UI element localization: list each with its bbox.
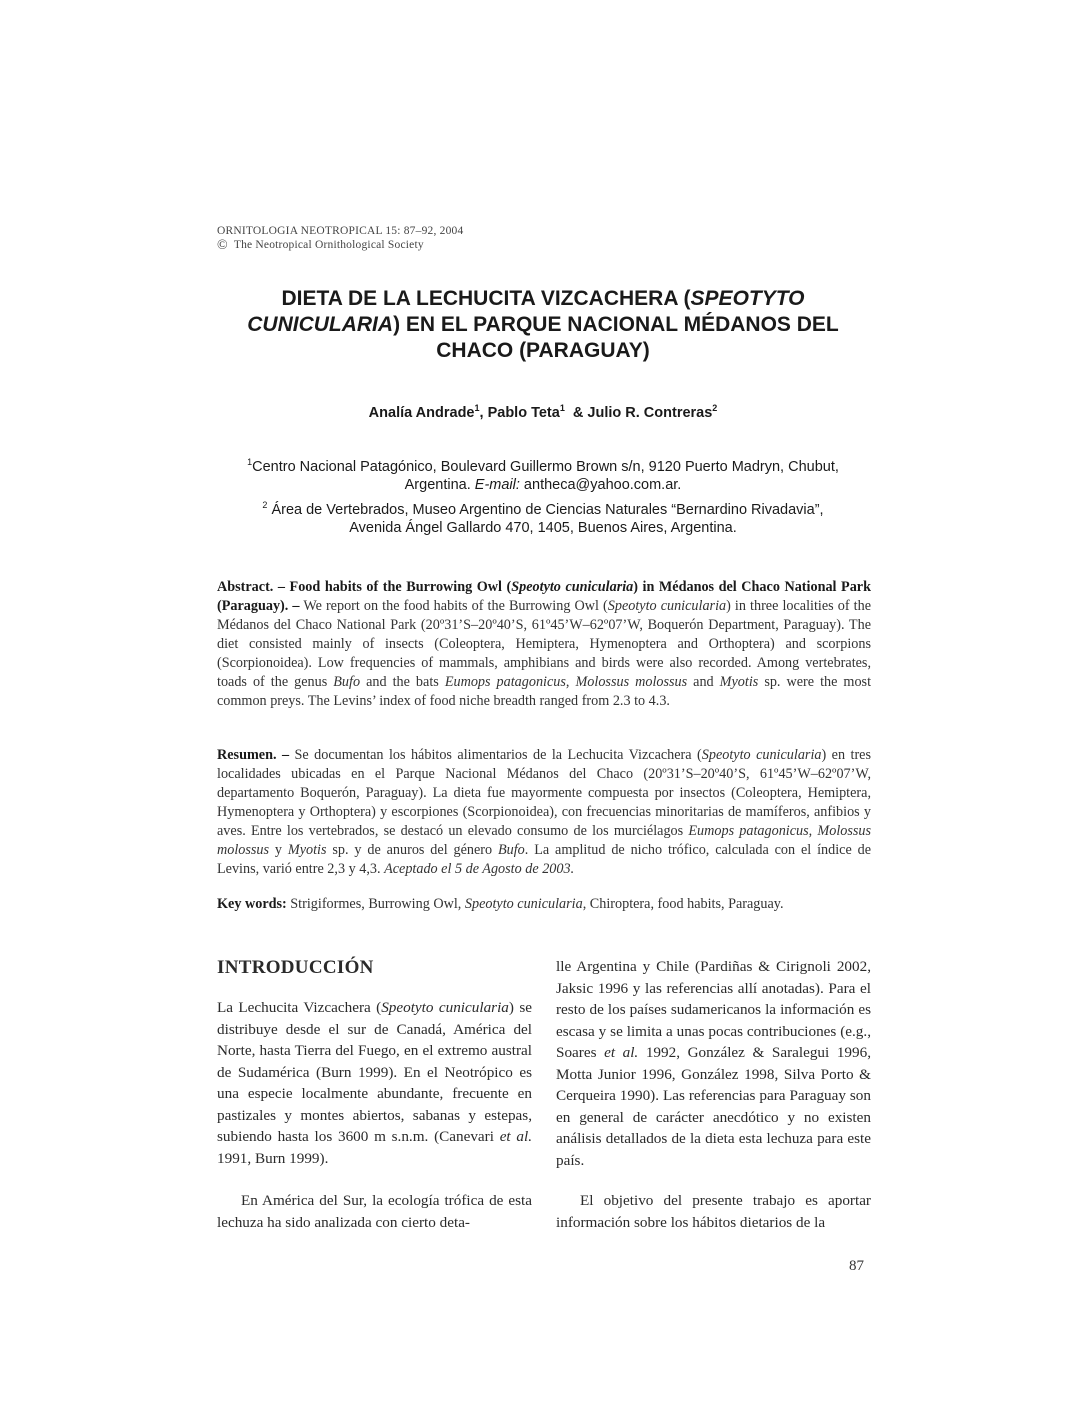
affiliation-text: Área de Vertebrados, Museo Argentino de Ciencias Naturales “Bernardino Rivadavia”, (267, 501, 824, 518)
intro-paragraph-3: El objetivo del presente trabajo es aportar información sobre los hábitos dietarios de la (556, 1192, 871, 1231)
affiliation-text: Argentina. (404, 476, 475, 493)
copyright-symbol: © (217, 238, 228, 253)
email-label: E-mail: (474, 476, 520, 493)
affiliation-marker: 2 (262, 500, 268, 510)
affiliation-marker: 1 (474, 403, 480, 413)
affiliation-2 (200, 496, 886, 537)
intro-paragraph-1: La Lechucita Vizcachera (Speotyto cunicularia) se distribuye desde el sur de Canadá, América del Norte, hasta Tierra del Fuego, en el extremo austral de Sudamérica (Burn 1999). En el Neotrópico es una especie localmente abundante, frecuente en pastizales y montes abiertos, sabanas y estepas, subiendo hasta los 3600 m s.n.m. (Canevari et al. 1991, Burn 1999). (217, 999, 532, 1167)
title-text: ) EN EL PARQUE NACIONAL MÉDANOS DEL (393, 313, 839, 336)
author-separator: & (564, 404, 588, 421)
title-text: DIETA DE LA LECHUCITA VIZCACHERA ( (281, 287, 691, 310)
affiliation-marker: 1 (247, 457, 253, 467)
author-list (150, 403, 936, 421)
resumen: Resumen. – Se documentan los hábitos alimentarios de la Lechucita Vizcachera (Speotyto cunicularia) en tres localidades ubicadas en el Parque Nacional Médanos del Chaco (20º31’S–20º40’S, 61º45’W–62º07’W, departamento Boquerón, Paraguay). La dieta fue mayormente compuesta por insectos (Coleoptera, Hemiptera, Hymenoptera y Orthoptera) y escorpiones (Scorpionoidea), con frecuencias minoritarias de mamíferos, anfibios y aves. Entre los vertebrados, se destacó un elevado consumo de los murciélagos Eumops patagonicus, Molossus molossus y Myotis sp. y de anuros del género Bufo. La amplitud de nicho trófico, calculada con el índice de Levins, varió entre 2,3 y 4,3. Aceptado el 5 de Agosto de 2003. (217, 747, 872, 877)
intro-paragraph-2-continued: lle Argentina y Chile (Pardiñas & Cirignoli 2002, Jaksic 1996 y las referencias allí anotadas). Para el resto de los países sudamericanos la información es escasa y se limita a unas pocas contribuciones (e.g., Soares et al. 1992, González & Saralegui 1996, Motta Junior 1996, González 1998, Silva Porto & Cerqueira 1990). Las referencias para Paraguay son en general de carácter anecdótico y no existen análisis detallados de la dieta esta lechuza para este país. (556, 958, 871, 1169)
resumen-label: Resumen. – (217, 747, 290, 763)
title-species-genus: SPEOTYTO (690, 287, 805, 310)
author-name: Julio R. Contreras (587, 404, 713, 421)
journal-citation: ORNITOLOGIA NEOTROPICAL 15: 87–92, 2004 (217, 225, 464, 237)
email-address: antheca@yahoo.com.ar. (519, 476, 682, 493)
author-separator: , (479, 404, 488, 421)
paper-title (150, 286, 936, 364)
affiliation-text: Centro Nacional Patagónico, Boulevard Guillermo Brown s/n, 9120 Puerto Madryn, Chubut, (252, 458, 839, 475)
abstract: Abstract. – Food habits of the Burrowing Owl (Speotyto cunicularia) in Médanos del Chaco National Park (Paraguay). – We report on the food habits of the Burrowing Owl (Speotyto cunicularia) in three localities of the Médanos del Chaco National Park (20º31’S–20º40’S, 61º45’W–62º07’W, Boquerón Department, Paraguay). The diet consisted mainly of insects (Coleoptera, Hemiptera, Hymenoptera and Orthoptera) and scorpions (Scorpionoidea). Low frequencies of mammals, amphibians and birds were also recorded. Among vertebrates, toads of the genus Bufo and the bats Eumops patagonicus, Molossus molossus and Myotis sp. were the most common preys. The Levins’ index of food niche breadth ranged from 2.3 to 4.3. (217, 579, 872, 709)
society-line (217, 238, 463, 253)
keywords: Key words: Strigiformes, Burrowing Owl, Speotyto cunicularia, Chiroptera, food habits, Paraguay. (217, 896, 784, 912)
section-heading: INTRODUCCIÓN (217, 957, 374, 978)
keywords-label: Key words: (217, 896, 287, 912)
title-species-epithet: CUNICULARIA (247, 313, 394, 336)
affiliation-text: Avenida Ángel Gallardo 470, 1405, Buenos Aires, Argentina. (349, 519, 737, 536)
affiliation-marker: 1 (559, 403, 565, 413)
intro-paragraph-2: En América del Sur, la ecología trófica de esta lechuza ha sido analizada con cierto deta- (217, 1192, 532, 1231)
title-text: CHACO (PARAGUAY) (436, 339, 650, 362)
page-number: 87 (849, 1258, 864, 1274)
author-name: Analía Andrade (368, 404, 475, 421)
journal-header (217, 224, 463, 253)
abstract-label: Abstract. – Food habits of the Burrowing Owl (Speotyto cunicularia) in Médanos del Chaco National Park (Paraguay). – (217, 579, 871, 614)
affiliation-marker: 2 (712, 403, 718, 413)
society-name: The Neotropical Ornithological Society (233, 239, 424, 251)
affiliation-1 (200, 453, 886, 494)
author-name: Pablo Teta (487, 404, 560, 421)
